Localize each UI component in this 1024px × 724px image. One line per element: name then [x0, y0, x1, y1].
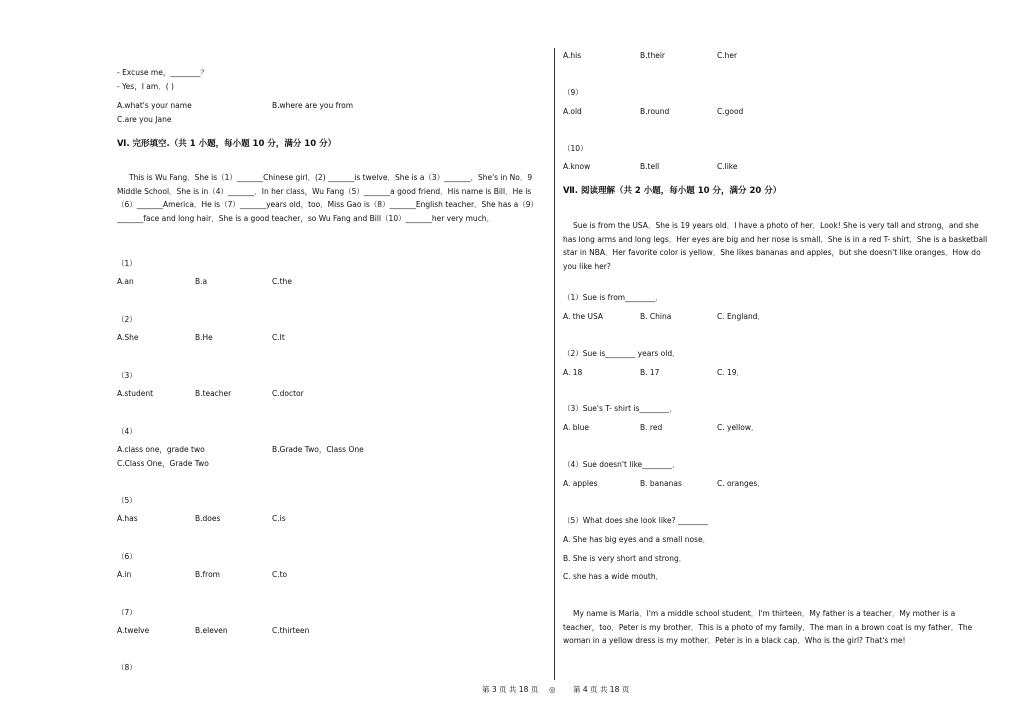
question-number: （5）	[117, 496, 137, 505]
question-number: （9）	[563, 88, 583, 97]
question-number: （6）	[117, 552, 137, 561]
option-c: C.the	[272, 277, 292, 286]
page-divider	[554, 48, 555, 680]
option-a: A.has	[117, 514, 138, 523]
option-c: C. she has a wide mouth．	[563, 572, 664, 581]
option-a: A. 18	[563, 368, 583, 377]
option-a: A. the USA	[563, 312, 603, 321]
dialog-line-1: - Excuse me，________？	[117, 68, 208, 77]
option-c: C.good	[717, 107, 744, 116]
reading-question: （3）Sue's T- shirt is________．	[563, 404, 677, 413]
option-c: C.thirteen	[272, 626, 310, 635]
reading-question: （5）What does she look like? ________	[563, 516, 708, 525]
option-b: B.Grade Two，Class One	[272, 445, 364, 454]
option-b: B. China	[640, 312, 672, 321]
question-number: （3）	[117, 371, 137, 380]
option-a: A.She	[117, 333, 139, 342]
option-c: C. yellow．	[717, 423, 759, 432]
question-number: （10）	[563, 144, 588, 153]
option-c: C. 19．	[717, 368, 745, 377]
reading-question: （4）Sue doesn't like________．	[563, 460, 680, 469]
option-c: C.doctor	[272, 389, 304, 398]
page-number-left: 第 3 页 共 18 页	[482, 685, 539, 694]
question-number: （2）	[117, 315, 137, 324]
option-c: C.like	[717, 162, 738, 171]
option-b: B.from	[195, 570, 220, 579]
option-c: C.It	[272, 333, 285, 342]
option-b: B. bananas	[640, 479, 682, 488]
question-number: （4）	[117, 427, 137, 436]
reading-question: （1）Sue is from________．	[563, 293, 663, 302]
option-b: B.He	[195, 333, 213, 342]
dialog-option-b: B.where are you from	[272, 101, 354, 110]
reading-question: （2）Sue is________ years old．	[563, 349, 680, 358]
option-c: C.Class One，Grade Two	[117, 459, 209, 468]
option-c: C.to	[272, 570, 288, 579]
option-a: A.an	[117, 277, 134, 286]
option-b: B.round	[640, 107, 670, 116]
option-a: A. She has big eyes and a small nose．	[563, 535, 711, 544]
option-c: C.her	[717, 51, 738, 60]
option-a: A. apples	[563, 479, 598, 488]
question-number: （1）	[117, 259, 137, 268]
option-a: A. blue	[563, 423, 589, 432]
section-6-passage: This is Wu Fang．She is（1）_______Chinese girl．(2) _______is twelve．She is a（3）_______．She's in No．9 Middle School．She is in（4）_______．In her class，Wu Fang（5）_______a good friend．His name is Bill．He is（6）_______America．He is（7）_______years old，too．Miss Gao is（8）_______English teacher．She has a（9）_______face and long hair．She is a good teacher，so Wu Fang and Bill（10）_______her very much．	[117, 173, 535, 223]
option-a: A.student	[117, 389, 154, 398]
section-7-title: Ⅶ. 阅读理解（共 2 小题，每小题 10 分，满分 20 分）	[563, 186, 782, 196]
option-b: B.tell	[640, 162, 660, 171]
option-a: A.class one，grade two	[117, 445, 205, 454]
option-c: C.is	[272, 514, 286, 523]
option-a: A.know	[563, 162, 591, 171]
section-7-passage: Sue is from the USA．She is 19 years old．I have a photo of her．Look! She is very tall and strong，and she has long arms and long legs．Her eyes are big and her nose is small．She is in a red T- shirt．She is a basketball star in NBA．Her favorite color is yellow．She likes bananas and apples，but she doesn't like oranges．How do you like her?	[563, 221, 988, 271]
dialog-option-c: C.are you Jane	[117, 115, 172, 124]
section-6-title: Ⅵ. 完形填空.（共 1 小题，每小题 10 分，满分 10 分）	[117, 139, 337, 149]
option-b: B. 17	[640, 368, 660, 377]
reading-passage-2: My name is Maria．I'm a middle school student．I'm thirteen．My father is a teacher．My mother is a teacher，too．Peter is my brother．This is a photo of my family．The man in a brown coat is my father．The woman in a yellow dress is my mother．Peter is in a black cap．Who is the girl? That's me!	[563, 609, 973, 645]
option-b: B.eleven	[195, 626, 228, 635]
option-c: C. oranges．	[717, 479, 765, 488]
dialog-line-2: - Yes，I am．( )	[117, 82, 174, 91]
option-a: A.twelve	[117, 626, 150, 635]
option-a: A.old	[563, 107, 582, 116]
option-a: A.his	[563, 51, 582, 60]
dialog-option-a: A.what's your name	[117, 101, 192, 110]
option-b: B.a	[195, 277, 208, 286]
question-number: （8）	[117, 663, 137, 672]
question-number: （7）	[117, 608, 137, 617]
option-c: C. England．	[717, 312, 765, 321]
footer-separator: ◎	[549, 685, 556, 694]
option-a: A.in	[117, 570, 132, 579]
page-number-right: 第 4 页 共 18 页	[573, 685, 630, 694]
option-b: B. She is very short and strong．	[563, 554, 687, 563]
option-b: B.their	[640, 51, 666, 60]
option-b: B.teacher	[195, 389, 232, 398]
option-b: B.does	[195, 514, 221, 523]
option-b: B. red	[640, 423, 663, 432]
